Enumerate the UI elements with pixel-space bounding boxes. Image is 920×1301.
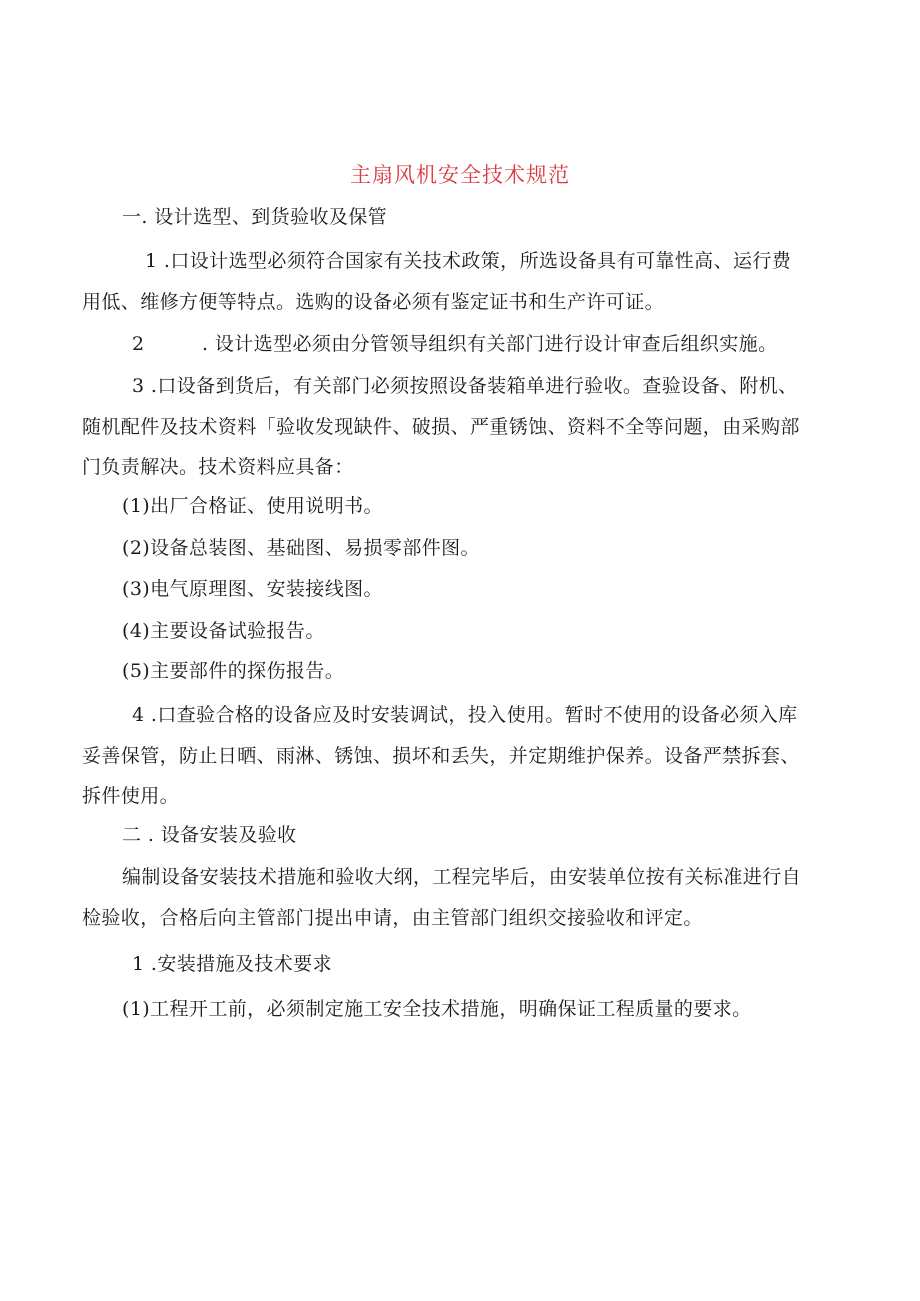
section-1-heading: 一. 设计选型、到货验收及保管 bbox=[122, 206, 388, 228]
paragraph-4-line-1: 4 .口查验合格的设备应及时安装调试，投入使用。暂时不使用的设备必须入库 bbox=[132, 704, 798, 726]
paragraph-3-line-1: 3 .口设备到货后，有关部门必须按照设备装箱单进行验收。查验设备、附机、 bbox=[132, 375, 798, 397]
paragraph-4-line-3: 拆件使用。 bbox=[82, 785, 180, 807]
paragraph-3-line-2: 随机配件及技术资料「验收发现缺件、破损、严重锈蚀、资料不全等问题，由采购部 bbox=[82, 416, 800, 438]
paragraph-2-text: . 设计选型必须由分管领导组织有关部门进行设计审查后组织实施。 bbox=[202, 333, 778, 355]
paragraph-4-line-2: 妥善保管，防止日晒、雨淋、锈蚀、损坏和丢失，并定期维护保养。设备严禁拆套、 bbox=[82, 745, 800, 767]
section-2-paragraph-line-1: 编制设备安装技术措施和验收大纲，工程完毕后，由安装单位按有关标准进行自 bbox=[122, 866, 802, 888]
list-item: (1)工程开工前，必须制定施工安全技术措施，明确保证工程质量的要求。 bbox=[122, 998, 752, 1020]
list-item: (5)主要部件的探伤报告。 bbox=[122, 660, 345, 682]
paragraph-1-line-2: 用低、维修方便等特点。选购的设备必须有鉴定证书和生产许可证。 bbox=[82, 291, 665, 313]
list-item: (3)电气原理图、安装接线图。 bbox=[122, 578, 383, 600]
paragraph-1-line-1: 1 .口设计选型必须符合国家有关技术政策，所选设备具有可靠性高、运行费 bbox=[145, 250, 792, 272]
document-title: 主扇风机安全技术规范 bbox=[350, 163, 570, 187]
list-item: (1)出厂合格证、使用说明书。 bbox=[122, 495, 383, 517]
subsection-1-heading: 1 .安装措施及技术要求 bbox=[132, 953, 332, 975]
list-item: (2)设备总装图、基础图、易损零部件图。 bbox=[122, 537, 480, 559]
paragraph-3-line-3: 门负责解决。技术资料应具备： bbox=[82, 456, 354, 478]
paragraph-2-number: 2 bbox=[132, 333, 145, 355]
section-2-paragraph-line-2: 检验收，合格后向主管部门提出申请，由主管部门组织交接验收和评定。 bbox=[82, 907, 703, 929]
section-2-heading: 二 . 设备安装及验收 bbox=[122, 824, 297, 846]
list-item: (4)主要设备试验报告。 bbox=[122, 620, 325, 642]
